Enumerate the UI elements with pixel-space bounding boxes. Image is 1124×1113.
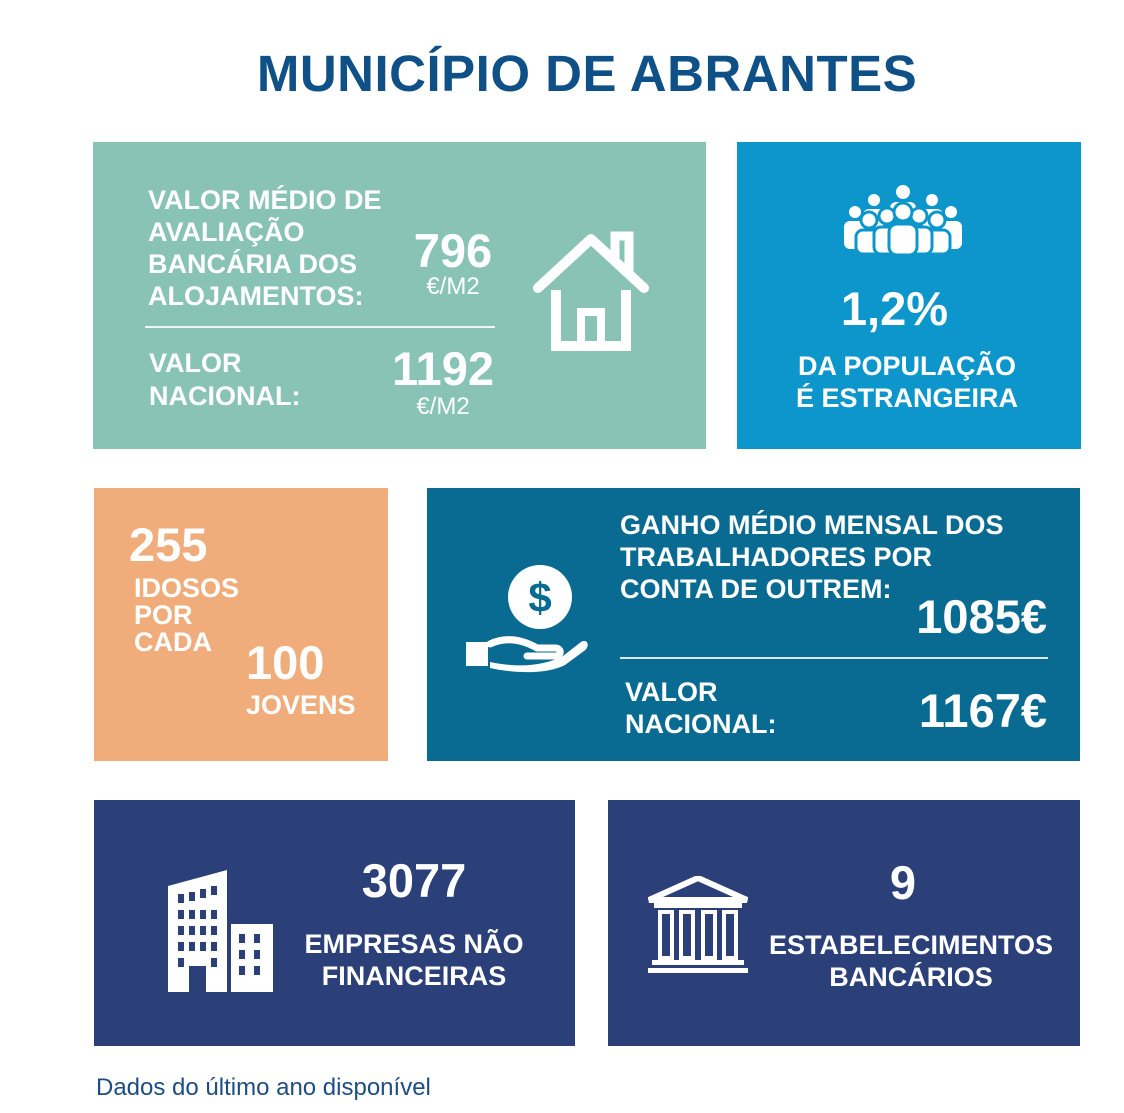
- young-label: JOVENS: [246, 690, 356, 720]
- foreign-population-value: 1,2%: [840, 282, 949, 335]
- elderly-label: IDOSOS POR CADA: [134, 573, 240, 657]
- housing-valuation-card: [93, 142, 706, 449]
- housing-national-label: VALOR NACIONAL:: [149, 348, 301, 411]
- housing-value: 796: [413, 224, 493, 277]
- wage-national-value: 1167€: [918, 684, 1047, 737]
- elderly-value: 255: [129, 518, 208, 571]
- banks-card: [608, 800, 1080, 1046]
- foreign-population-label: DA POPULAÇÃO É ESTRANGEIRA: [795, 351, 1019, 413]
- housing-label: VALOR MÉDIO DE AVALIAÇÃO BANCÁRIA DOS ALOJAMENTOS:: [148, 185, 382, 311]
- housing-national-unit: €/M2: [416, 393, 470, 420]
- hand-dollar-coin-icon: [463, 564, 591, 674]
- housing-unit: €/M2: [426, 273, 480, 300]
- elderly-ratio-card: [94, 488, 388, 761]
- housing-national-value: 1192: [392, 342, 494, 395]
- svg-text:$: $: [528, 574, 552, 621]
- office-buildings-icon: [165, 868, 275, 994]
- housing-divider: [145, 326, 495, 328]
- companies-label: EMPRESAS NÃO FINANCEIRAS: [304, 929, 524, 991]
- wage-national-label: VALOR NACIONAL:: [625, 677, 777, 739]
- people-group-icon: [841, 184, 965, 256]
- monthly-wage-card: [427, 488, 1080, 761]
- wage-divider: [620, 657, 1048, 659]
- companies-card: [94, 800, 575, 1046]
- foreign-population-card: [737, 142, 1081, 449]
- banks-value: 9: [889, 856, 917, 909]
- page-title: MUNICÍPIO DE ABRANTES: [256, 45, 918, 102]
- bank-building-icon: [646, 876, 750, 974]
- banks-label: ESTABELECIMENTOS BANCÁRIOS: [768, 930, 1054, 992]
- wage-label: GANHO MÉDIO MENSAL DOS TRABALHADORES POR CONTA DE OUTREM:: [620, 510, 1004, 604]
- wage-value: 1085€: [916, 590, 1047, 643]
- data-source-footnote: Dados do último ano disponível: [96, 1074, 431, 1101]
- companies-value: 3077: [361, 854, 467, 907]
- young-value: 100: [246, 636, 325, 689]
- house-icon: [529, 228, 659, 353]
